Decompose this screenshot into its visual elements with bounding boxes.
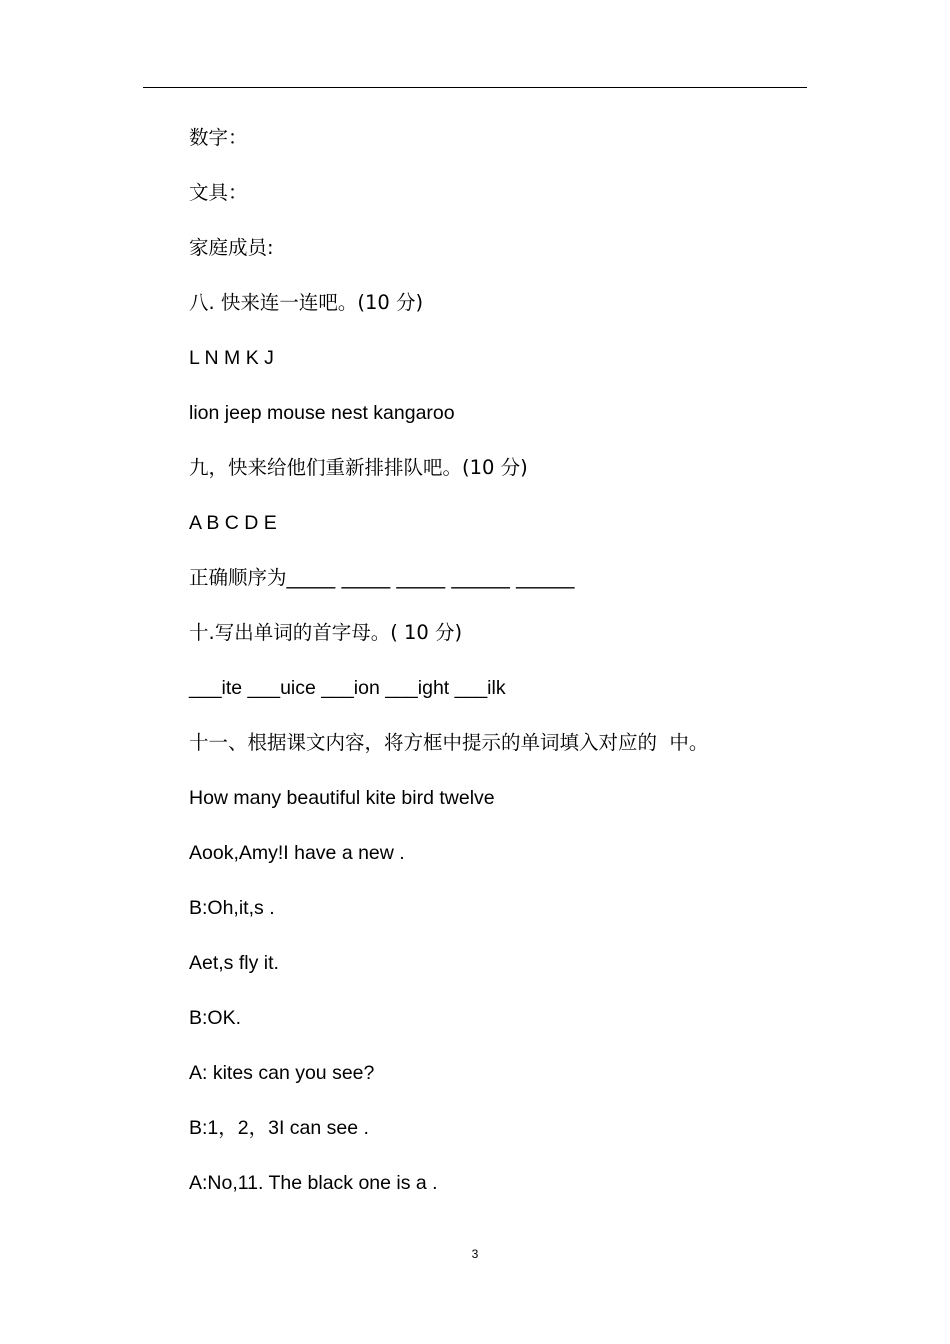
page-number: 3 (471, 1247, 479, 1261)
section-8-letters: L N M K J (189, 347, 274, 369)
header-rule (143, 87, 807, 88)
dialogue-line-1: Aook,Amy!I have a new . (189, 842, 405, 864)
dialogue-line-6: B:1，2，3I can see . (189, 1117, 369, 1139)
section-9-heading: 九，快来给他们重新排排队吧。(10 分) (189, 456, 528, 479)
label-family-members: 家庭成员: (189, 236, 274, 259)
dialogue-line-3: Aet,s fly it. (189, 952, 279, 974)
label-numbers: 数字： (189, 126, 248, 149)
page-body (189, 120, 829, 1220)
dialogue-line-2: B:Oh,it,s . (189, 897, 275, 919)
section-9-letters: A B C D E (189, 512, 277, 534)
section-11-heading: 十一、根据课文内容，将方框中提示的单词填入对应的 中。 (189, 731, 709, 754)
section-10-heading: 十.写出单词的首字母。( 10 分) (189, 621, 463, 644)
section-8-words: lion jeep mouse nest kangaroo (189, 402, 455, 424)
section-8-heading: 八. 快来连一连吧。(10 分) (189, 291, 424, 314)
label-stationery: 文具： (189, 181, 248, 204)
section-10-blanks: ___ite ___uice ___ion ___ight ___ilk (189, 677, 506, 699)
dialogue-line-5: A: kites can you see? (189, 1062, 375, 1084)
section-9-answer-blanks: 正确顺序为_____ _____ _____ ______ ______ (189, 566, 575, 589)
dialogue-line-4: B:OK. (189, 1007, 242, 1029)
dialogue-line-7: A:No,11. The black one is a . (189, 1172, 438, 1194)
section-11-word-bank: How many beautiful kite bird twelve (189, 787, 495, 809)
